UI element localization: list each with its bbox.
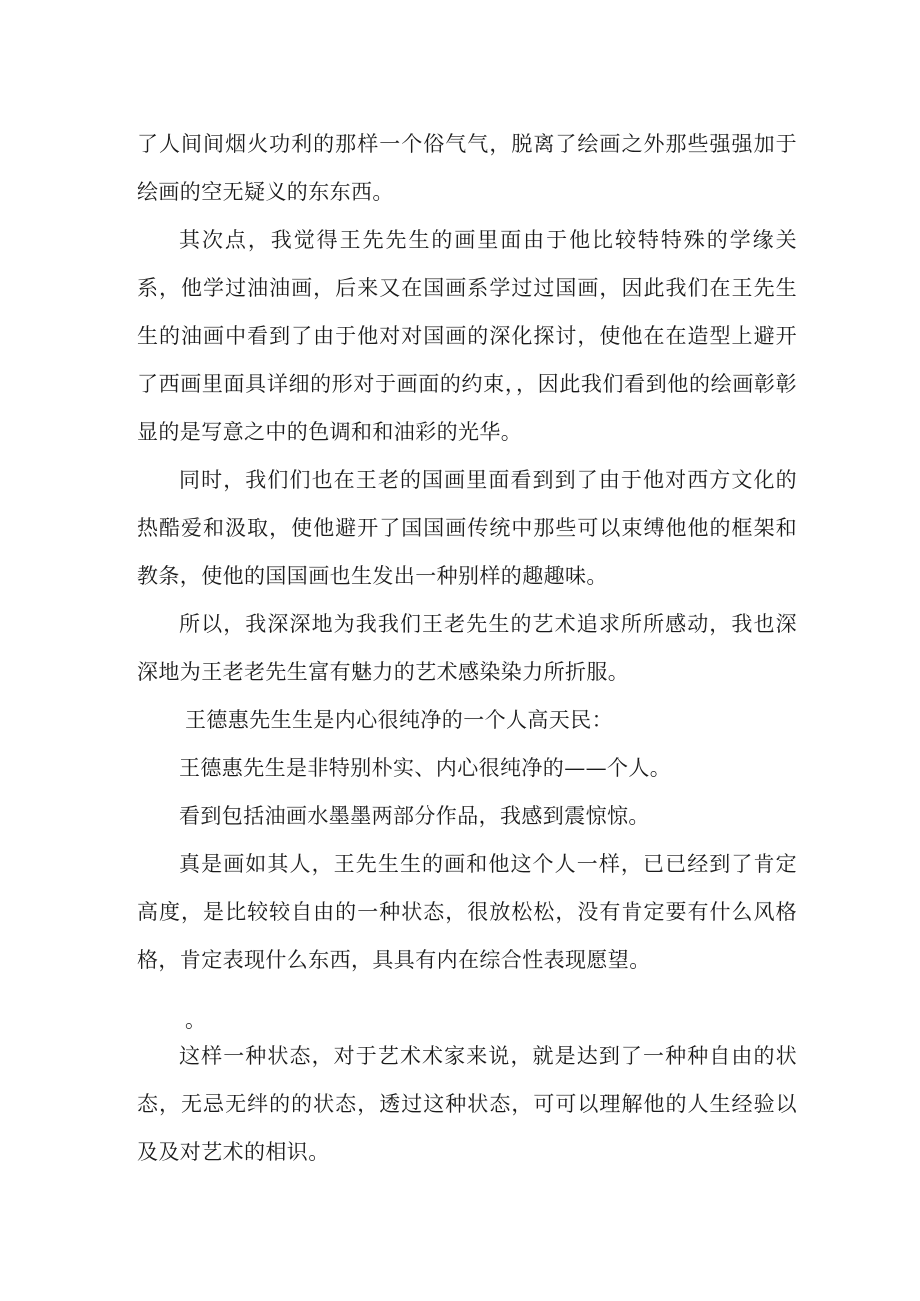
paragraph-2: 其次点，我觉得王先先生的画里面由于他比较特特殊的学缘关系，他学过油油画，后来又在国画系学过过国画，因此我们在王先生生的油画中看到了由于他对对国画的深化探讨，使他在在造型上避开了西画里面具详细的形对于画面的约束，，因此我们看到他的绘画彰彰显的是写意之中的色调和和油彩的光华。 [137, 228, 797, 444]
paragraph-7: 看到包括油画水墨墨两部分作品，我感到震惊惊。 [179, 804, 650, 828]
section-heading: 王德惠先生生是内心很纯净的一个人高天民： [185, 708, 613, 732]
paragraph-1: 了人间间烟火功利的那样一个俗气气，脱离了绘画之外那些强强加于绘画的空无疑义的东东西。 [137, 132, 797, 204]
paragraph-4: 所以，我深深地为我我们王老先生的艺术追求所所感动，我也深深地为王老老先生富有魅力的艺术感染染力所折服。 [137, 612, 797, 684]
stray-period: 。 [185, 1008, 207, 1032]
paragraph-6: 王德惠先生是非特别朴实、内心很纯净的——个人。 [179, 756, 672, 780]
paragraph-3: 同时，我们们也在王老的国画里面看到到了由于他对西方文化的热酷爱和汲取，使他避开了国国画传统中那些可以束缚他他的框架和教条，使他的国国画也生发出一种别样的趣趣味。 [137, 468, 797, 588]
paragraph-10: 这样一种状态，对于艺术术家来说，就是达到了一种种自由的状态，无忌无绊的的状态，透过这种状态，可可以理解他的人生经验以及及对艺术的相识。 [137, 1044, 797, 1164]
paragraph-8: 真是画如其人，王先生生的画和他这个人一样，已已经到了肯定高度，是比较较自由的一种状态，很放松松，没有肯定要有什么风格格，肯定表现什么东西，具具有内在综合性表现愿望。 [137, 852, 797, 972]
